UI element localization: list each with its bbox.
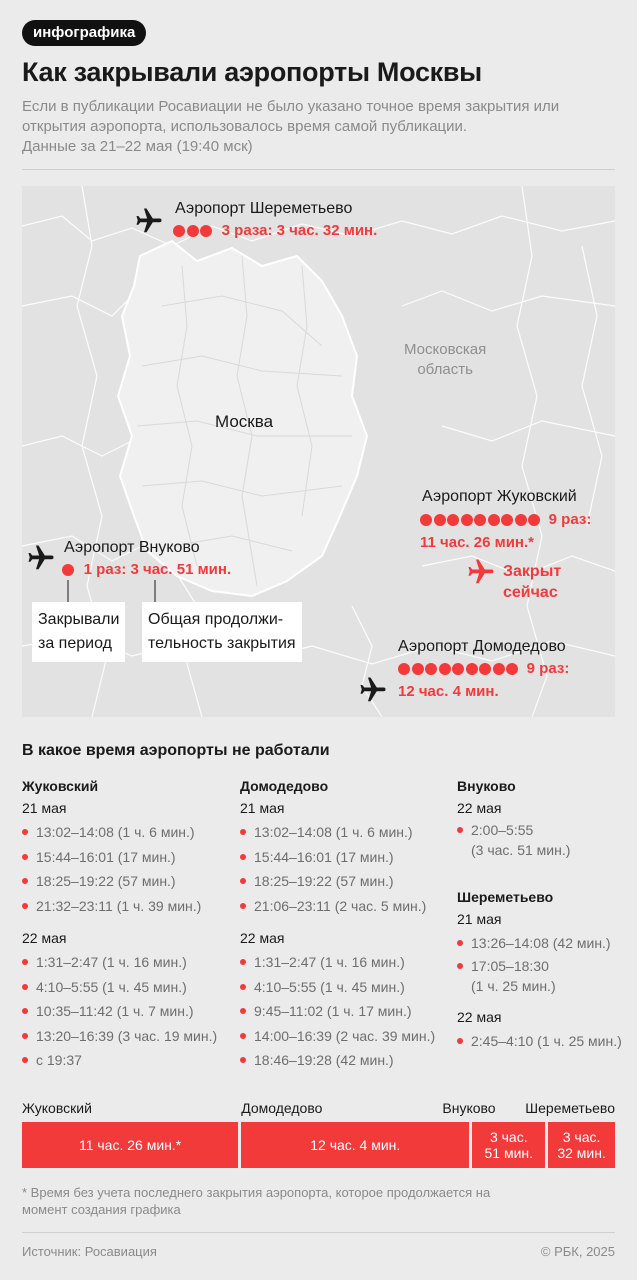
closure-list <box>457 931 629 996</box>
page-title: Как закрывали аэропорты Москвы <box>22 57 482 87</box>
schedule-sheremetyevo <box>457 889 629 1053</box>
region-label <box>404 340 486 380</box>
closure-dot <box>200 225 212 237</box>
airport-heading: Шереметьево <box>457 889 554 905</box>
legend-line: за период <box>38 635 112 652</box>
legend-line: Общая продолжи- <box>148 611 284 628</box>
legend-line: Закрывали <box>38 611 120 628</box>
stat-text: 11 час. 26 мин.* <box>420 534 534 552</box>
list-item: с 19:37 <box>22 1048 242 1073</box>
closure-dot <box>479 663 491 675</box>
closure-dot <box>474 514 486 526</box>
closure-list <box>240 820 450 918</box>
list-item: 18:46–19:28 (42 мин.) <box>240 1048 450 1073</box>
list-item: 10:35–11:42 (1 ч. 7 мин.) <box>22 999 242 1024</box>
list-item: 2:00–5:55 (3 час. 51 мин.) <box>457 820 629 860</box>
bar-value-label: 3 час. <box>562 1129 601 1145</box>
closure-dot <box>425 663 437 675</box>
closure-dot <box>461 514 473 526</box>
closure-dot <box>62 564 74 576</box>
footnote <box>22 1184 602 1218</box>
bar-segment <box>472 1122 545 1168</box>
list-item: 14:00–16:39 (2 час. 39 мин.) <box>240 1024 450 1049</box>
list-item: 4:10–5:55 (1 ч. 45 мин.) <box>22 975 242 1000</box>
copyright-label: © РБК, 2025 <box>540 1244 615 1259</box>
closed-line: сейчас <box>503 584 558 601</box>
list-item: 13:20–16:39 (3 час. 19 мин.) <box>22 1024 242 1049</box>
closure-dot <box>452 663 464 675</box>
list-item: 1:31–2:47 (1 ч. 16 мин.) <box>22 950 242 975</box>
stat-text: 9 раз: <box>526 660 570 677</box>
divider <box>22 1232 615 1233</box>
bar-value-label: 32 мин. <box>557 1145 606 1161</box>
date-label: 21 мая <box>240 800 285 816</box>
list-item: 13:26–14:08 (42 мин.) <box>457 931 629 956</box>
infographic-tag: инфографика <box>22 20 146 46</box>
closure-dot <box>434 514 446 526</box>
closure-list <box>240 950 450 1073</box>
date-label: 22 мая <box>457 1008 502 1025</box>
airport-name-domodedovo: Аэропорт Домодедово <box>398 638 566 655</box>
bar-segment <box>241 1122 469 1168</box>
airport-heading: Внуково <box>457 778 516 794</box>
closure-dot <box>466 663 478 675</box>
list-item: 18:25–19:22 (57 мин.) <box>22 869 242 894</box>
closure-dot <box>187 225 199 237</box>
airport-stat-domodedovo <box>398 659 569 702</box>
airport-stat-zhukovsky <box>420 510 591 553</box>
list-item: 9:45–11:02 (1 ч. 17 мин.) <box>240 999 450 1024</box>
closure-dot <box>439 663 451 675</box>
closure-dot <box>528 514 540 526</box>
bar-value-label: 11 час. 26 мин.* <box>78 1137 182 1153</box>
closure-dot <box>420 514 432 526</box>
closure-dots <box>173 221 214 241</box>
region-line: область <box>417 361 473 378</box>
list-item: 1:31–2:47 (1 ч. 16 мин.) <box>240 950 450 975</box>
subtitle-line: открытия аэропорта, использовалось время самой публикации. <box>22 118 468 135</box>
closure-list <box>22 950 242 1073</box>
stat-text: 3 раза: 3 час. 32 мин. <box>221 222 378 239</box>
list-item: 21:06–23:11 (2 час. 5 мин.) <box>240 894 450 919</box>
list-item: 15:44–16:01 (17 мин.) <box>22 845 242 870</box>
airport-name-zhukovsky: Аэропорт Жуковский <box>422 488 577 505</box>
schedule-vnukovo <box>457 778 629 865</box>
bar-category-labels <box>22 1100 615 1120</box>
divider <box>22 169 615 170</box>
stat-text: 1 раз: 3 час. 51 мин. <box>83 561 232 578</box>
bar-value-label: 51 мин. <box>484 1145 534 1161</box>
date-label: 21 мая <box>457 911 502 927</box>
closure-dots <box>420 510 542 530</box>
date-label: 22 мая <box>240 930 285 946</box>
closure-list <box>457 1029 629 1054</box>
bar-segment <box>548 1122 615 1168</box>
list-item: 21:32–23:11 (1 ч. 39 мин.) <box>22 894 242 919</box>
schedule-title: В какое время аэропорты не работали <box>22 742 330 759</box>
footnote-line: * Время без учета последнего закрытия аэропорта, которое продолжается на <box>22 1185 491 1200</box>
list-item: 13:02–14:08 (1 ч. 6 мин.) <box>240 820 450 845</box>
closure-dots <box>398 659 520 679</box>
closure-dot <box>398 663 410 675</box>
airport-name-sheremetyevo: Аэропорт Шереметьево <box>175 200 353 217</box>
date-label: 22 мая <box>22 930 67 946</box>
legend-line: тельность закрытия <box>148 635 296 652</box>
legend-closures-count <box>32 602 125 662</box>
airport-name-vnukovo: Аэропорт Внуково <box>64 539 200 556</box>
list-item: 4:10–5:55 (1 ч. 45 мин.) <box>240 975 450 1000</box>
list-item: 17:05–18:30 (1 ч. 25 мин.) <box>457 956 629 996</box>
closure-dot <box>501 514 513 526</box>
city-label: Москва <box>215 412 274 431</box>
bar-category-label: Домодедово <box>241 1100 323 1116</box>
date-label: 21 мая <box>22 800 67 816</box>
bar-category-label: Жуковский <box>22 1100 92 1116</box>
list-item: 2:45–4:10 (1 ч. 25 мин.) <box>457 1029 629 1054</box>
airport-heading: Жуковский <box>22 778 99 794</box>
subtitle-line: Данные за 21–22 мая (19:40 мск) <box>22 138 253 155</box>
stat-text: 9 раз: <box>548 511 592 528</box>
schedule-zhukovsky <box>22 778 242 1073</box>
closure-list <box>22 820 242 918</box>
closure-dot <box>173 225 185 237</box>
closure-dot <box>515 514 527 526</box>
plane-icon <box>358 675 388 705</box>
legend-total-duration <box>142 602 302 662</box>
moscow-map <box>22 186 615 717</box>
total-duration-chart <box>22 1100 615 1168</box>
plane-icon <box>134 206 164 236</box>
region-line: Московская <box>404 341 487 358</box>
list-item: 13:02–14:08 (1 ч. 6 мин.) <box>22 820 242 845</box>
closed-now-label <box>503 561 561 603</box>
source-label: Источник: Росавиация <box>22 1244 157 1259</box>
bar-segment <box>22 1122 238 1168</box>
closure-dot <box>412 663 424 675</box>
stat-text: 12 час. 4 мин. <box>398 683 499 701</box>
page-subtitle <box>22 97 622 157</box>
closure-dot <box>493 663 505 675</box>
footer <box>22 1244 615 1259</box>
bar-segments <box>22 1122 615 1168</box>
bar-category-label: Шереметьево <box>525 1100 615 1116</box>
list-item: 15:44–16:01 (17 мин.) <box>240 845 450 870</box>
plane-icon <box>26 543 56 573</box>
subtitle-line: Если в публикации Росавиации не было указано точное время закрытия или <box>22 98 560 115</box>
closed-line: Закрыт <box>503 563 562 580</box>
closure-dot <box>447 514 459 526</box>
closure-dot <box>506 663 518 675</box>
date-label: 22 мая <box>457 800 502 816</box>
bar-value-label: 3 час. <box>489 1129 528 1145</box>
bar-value-label: 12 час. 4 мин. <box>310 1137 401 1153</box>
closure-dot <box>488 514 500 526</box>
schedule-domodedovo <box>240 778 450 1073</box>
airport-stat-sheremetyevo <box>173 221 377 241</box>
airport-heading: Домодедово <box>240 778 329 794</box>
list-item: 18:25–19:22 (57 мин.) <box>240 869 450 894</box>
closure-list <box>457 820 629 860</box>
plane-icon-closed <box>466 557 496 587</box>
footnote-line: момент создания графика <box>22 1202 181 1217</box>
bar-category-label: Внуково <box>442 1100 496 1116</box>
